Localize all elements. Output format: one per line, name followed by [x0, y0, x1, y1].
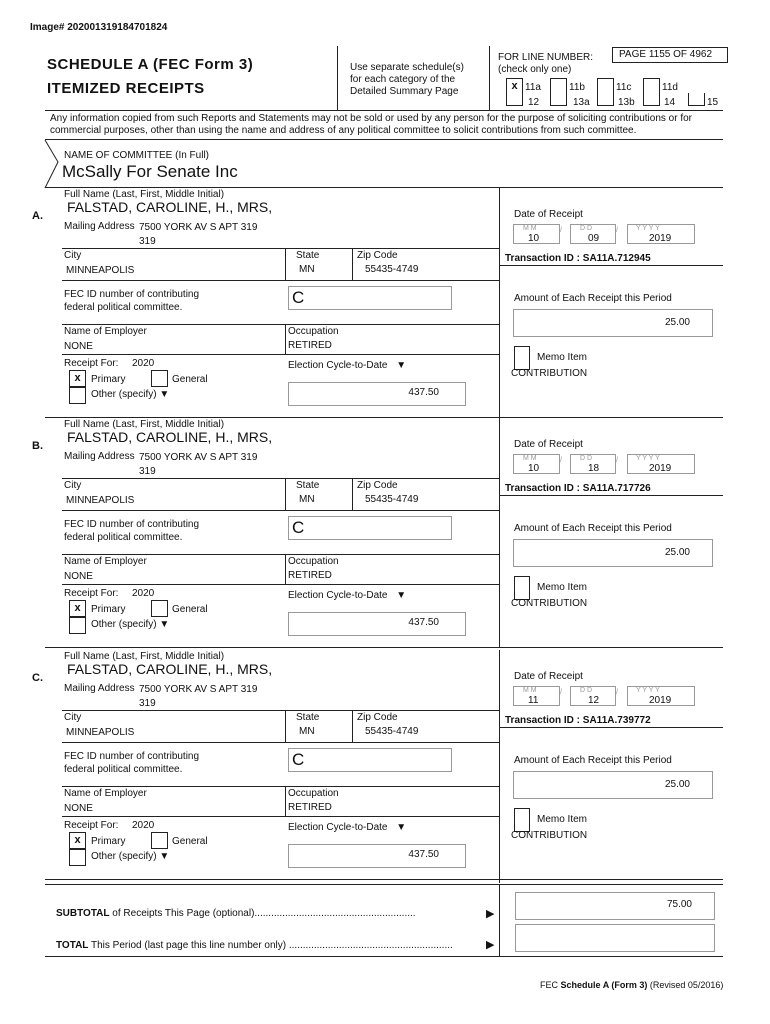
state-value: MN [299, 726, 315, 737]
year-box: Y Y Y Y 2019 [627, 454, 695, 474]
year-value: 2019 [649, 463, 672, 474]
general-checkbox[interactable] [151, 600, 168, 617]
entry-letter: B. [32, 440, 43, 452]
line-option-label: 13a [573, 97, 590, 108]
occupation-value: RETIRED [288, 802, 332, 813]
dropdown-arrow-icon: ▼ [396, 590, 407, 601]
receipt-for-year: 2020 [132, 588, 155, 599]
primary-checkbox[interactable]: x [69, 832, 86, 849]
fec-id-box [288, 748, 452, 772]
dropdown-arrow-icon: ▼ [396, 360, 407, 371]
fec-id-value: C [292, 518, 305, 537]
mailing-address: 7500 YORK AV S APT 319 [139, 684, 258, 695]
mailing-address: 7500 YORK AV S APT 319 [139, 452, 258, 463]
fec-id-value: C [292, 288, 305, 307]
occupation-value: RETIRED [288, 570, 332, 581]
year-box: Y Y Y Y 2019 [627, 686, 695, 706]
city-value: MINNEAPOLIS [66, 495, 135, 506]
election-cycle-label: Election Cycle-to-Date ▼ [288, 590, 407, 601]
election-cycle-box [288, 382, 466, 406]
memo-text: CONTRIBUTION [511, 368, 588, 379]
day-box: D D 09 [570, 224, 616, 244]
date-label: Date of Receipt [514, 671, 583, 682]
date-label: Date of Receipt [514, 439, 583, 450]
employer-label: Name of Employer [64, 326, 147, 337]
total-arrow-icon: ▶ [486, 939, 495, 951]
amount-box [513, 309, 713, 337]
memo-label: Memo Item [537, 814, 588, 825]
line-option-checkbox[interactable] [643, 93, 660, 106]
entry-letter: A. [32, 210, 43, 222]
subtotal-box [515, 892, 715, 920]
footer-text: FEC Schedule A (Form 3) (Revised 05/2016) [540, 980, 724, 990]
election-cycle-value: 437.50 [408, 617, 439, 628]
instructions: Use separate schedule(s) for each category of the Detailed Summary Page [350, 62, 464, 97]
amount-label: Amount of Each Receipt this Period [514, 755, 672, 766]
year-box: Y Y Y Y 2019 [627, 224, 695, 244]
line-option-label: 11b [569, 82, 585, 93]
line-option-label: 15 [707, 97, 719, 108]
memo-label: Memo Item [537, 582, 588, 593]
state-label: State [296, 250, 320, 261]
general-checkbox[interactable] [151, 832, 168, 849]
line-option-checkbox[interactable] [597, 93, 614, 106]
election-cycle-value: 437.50 [408, 387, 439, 398]
zip-label: Zip Code [357, 712, 398, 723]
election-cycle-label: Election Cycle-to-Date ▼ [288, 822, 407, 833]
month-box: M M 10 [513, 224, 560, 244]
election-cycle-value: 437.50 [408, 849, 439, 860]
year-value: 2019 [649, 695, 672, 706]
fec-id-label-2: federal political committee. [64, 302, 183, 313]
subtotal-arrow-icon: ▶ [486, 908, 495, 920]
amount-box [513, 539, 713, 567]
dropdown-arrow-icon: ▼ [396, 822, 407, 833]
occupation-label: Occupation [288, 788, 339, 799]
zip-value: 55435-4749 [365, 726, 419, 737]
memo-checkbox[interactable] [514, 576, 530, 600]
city-label: City [64, 250, 82, 261]
memo-checkbox[interactable] [514, 808, 530, 832]
line-option-checkbox[interactable] [550, 93, 567, 106]
line-option-label: 14 [664, 97, 676, 108]
amount-value: 25.00 [664, 547, 690, 558]
month-box: M M 11 [513, 686, 560, 706]
zip-value: 55435-4749 [365, 494, 419, 505]
occupation-label: Occupation [288, 326, 339, 337]
dropdown-arrow-icon: ▼ [159, 619, 170, 630]
occupation-value: RETIRED [288, 340, 332, 351]
election-cycle-label: Election Cycle-to-Date ▼ [288, 360, 407, 371]
line-option-label: 13b [618, 97, 635, 108]
other-label: Other (specify) ▼ [91, 389, 170, 400]
notice-text: Any information copied from such Reports and Statements may not be sold or used by any person for the purpose of soliciting contributions or for commercial purposes, other than using the name and address of any political committee to solicit contributions from such committee. [50, 113, 693, 136]
line-number-sub: (check only one) [498, 64, 572, 75]
memo-label: Memo Item [537, 352, 588, 363]
mailing-address: 7500 YORK AV S APT 319 [139, 222, 258, 233]
state-value: MN [299, 264, 315, 275]
transaction-id: Transaction ID : SA11A.739772 [505, 715, 651, 726]
day-value: 12 [588, 695, 600, 706]
page-number: PAGE 1155 OF 4962 [612, 47, 728, 63]
date-label: Date of Receipt [514, 209, 583, 220]
subtotal-label: SUBTOTAL of Receipts This Page (optional).......................................................... [56, 908, 416, 919]
amount-value: 25.00 [664, 779, 690, 790]
fec-id-label-2: federal political committee. [64, 532, 183, 543]
city-value: MINNEAPOLIS [66, 727, 135, 738]
other-label: Other (specify) ▼ [91, 851, 170, 862]
state-label: State [296, 712, 320, 723]
dropdown-arrow-icon: ▼ [159, 389, 170, 400]
general-checkbox[interactable] [151, 370, 168, 387]
line-option-checkbox[interactable] [506, 93, 523, 106]
committee-bracket [44, 140, 64, 190]
employer-value: NONE [64, 341, 93, 352]
committee-name: McSally For Senate Inc [62, 162, 238, 181]
image-id: Image# 202001319184701824 [30, 22, 168, 33]
other-checkbox[interactable] [69, 387, 86, 404]
state-label: State [296, 480, 320, 491]
zip-label: Zip Code [357, 480, 398, 491]
primary-label: Primary [91, 604, 126, 615]
fec-id-label-2: federal political committee. [64, 764, 183, 775]
subtotal-value: 75.00 [666, 899, 692, 910]
contributor-name: FALSTAD, CAROLINE, H., MRS, [67, 429, 273, 445]
receipt-for-label: Receipt For: [64, 358, 119, 369]
election-cycle-box [288, 844, 466, 868]
day-box: D D 18 [570, 454, 616, 474]
receipt-for-year: 2020 [132, 358, 155, 369]
dropdown-arrow-icon: ▼ [159, 851, 170, 862]
fec-id-value: C [292, 750, 305, 769]
amount-label: Amount of Each Receipt this Period [514, 523, 672, 534]
month-box: M M 10 [513, 454, 560, 474]
mailing-address-2: 319 [139, 698, 156, 709]
contributor-name: FALSTAD, CAROLINE, H., MRS, [67, 661, 273, 677]
fec-id-label: FEC ID number of contributing [64, 751, 200, 762]
receipt-for-label: Receipt For: [64, 588, 119, 599]
memo-text: CONTRIBUTION [511, 598, 588, 609]
mailing-address-2: 319 [139, 466, 156, 477]
mailing-address-2: 319 [139, 236, 156, 247]
city-value: MINNEAPOLIS [66, 265, 135, 276]
general-label: General [172, 836, 208, 847]
primary-checkbox[interactable]: x [69, 370, 86, 387]
line-option-checkbox[interactable]: x [506, 78, 523, 95]
month-value: 10 [528, 233, 540, 244]
fec-id-box [288, 516, 452, 540]
full-name-label: Full Name (Last, First, Middle Initial) [64, 651, 225, 662]
transaction-id: Transaction ID : SA11A.717726 [505, 483, 651, 494]
employer-value: NONE [64, 571, 93, 582]
occupation-label: Occupation [288, 556, 339, 567]
zip-value: 55435-4749 [365, 264, 419, 275]
line-option-checkbox[interactable] [688, 93, 705, 106]
other-checkbox[interactable] [69, 617, 86, 634]
month-value: 11 [528, 695, 539, 706]
full-name-label: Full Name (Last, First, Middle Initial) [64, 189, 225, 200]
primary-label: Primary [91, 374, 126, 385]
contributor-name: FALSTAD, CAROLINE, H., MRS, [67, 199, 273, 215]
employer-label: Name of Employer [64, 556, 147, 567]
line-option-label: 11c [616, 82, 632, 93]
mailing-label: Mailing Address [64, 683, 135, 694]
employer-value: NONE [64, 803, 93, 814]
entry-letter: C. [32, 672, 43, 684]
day-box: D D 12 [570, 686, 616, 706]
other-label: Other (specify) ▼ [91, 619, 170, 630]
zip-label: Zip Code [357, 250, 398, 261]
total-box [515, 924, 715, 952]
city-label: City [64, 480, 82, 491]
fec-id-box [288, 286, 452, 310]
receipt-for-year: 2020 [132, 820, 155, 831]
year-value: 2019 [649, 233, 672, 244]
election-cycle-box [288, 612, 466, 636]
state-value: MN [299, 494, 315, 505]
general-label: General [172, 374, 208, 385]
amount-value: 25.00 [664, 317, 690, 328]
city-label: City [64, 712, 82, 723]
form-title: SCHEDULE A (FEC Form 3) [47, 56, 254, 73]
transaction-id: Transaction ID : SA11A.712945 [505, 253, 651, 264]
amount-box [513, 771, 713, 799]
receipt-for-label: Receipt For: [64, 820, 119, 831]
day-value: 09 [588, 233, 600, 244]
primary-label: Primary [91, 836, 126, 847]
line-option-label: 11a [525, 82, 541, 93]
employer-label: Name of Employer [64, 788, 147, 799]
primary-checkbox[interactable]: x [69, 600, 86, 617]
other-checkbox[interactable] [69, 849, 86, 866]
fec-id-label: FEC ID number of contributing [64, 289, 200, 300]
general-label: General [172, 604, 208, 615]
committee-label: NAME OF COMMITTEE (In Full) [64, 150, 209, 161]
form-subtitle: ITEMIZED RECEIPTS [47, 80, 205, 97]
line-number-label: FOR LINE NUMBER: [498, 52, 594, 63]
memo-checkbox[interactable] [514, 346, 530, 370]
memo-text: CONTRIBUTION [511, 830, 588, 841]
mailing-label: Mailing Address [64, 451, 135, 462]
full-name-label: Full Name (Last, First, Middle Initial) [64, 419, 225, 430]
fec-id-label: FEC ID number of contributing [64, 519, 200, 530]
mailing-label: Mailing Address [64, 221, 135, 232]
total-label: TOTAL This Period (last page this line number only) ........................................................... [56, 940, 453, 951]
month-value: 10 [528, 463, 540, 474]
amount-label: Amount of Each Receipt this Period [514, 293, 672, 304]
line-option-label: 12 [528, 97, 540, 108]
day-value: 18 [588, 463, 600, 474]
line-option-label: 11d [662, 82, 678, 93]
